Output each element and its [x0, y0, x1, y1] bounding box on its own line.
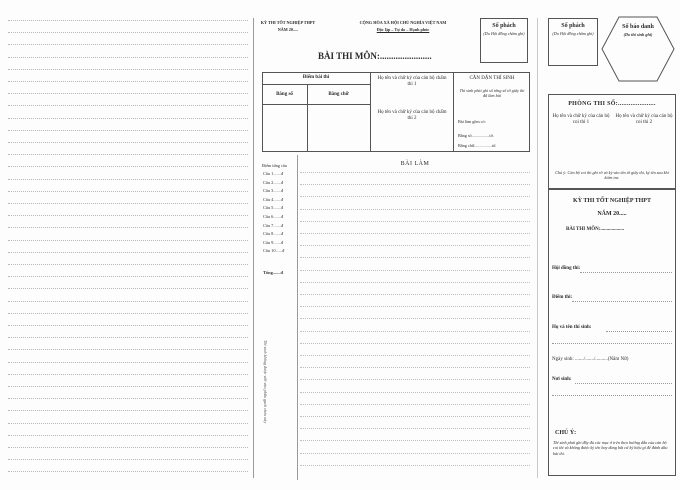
essay-line	[300, 270, 530, 271]
essay-line	[300, 318, 530, 319]
writing-line	[8, 118, 248, 119]
writing-line	[8, 471, 248, 472]
writing-line	[8, 20, 248, 21]
writing-line	[8, 264, 248, 265]
essay-line	[300, 453, 530, 454]
writing-line	[8, 179, 248, 180]
so-phach-box	[480, 18, 528, 63]
writing-line	[8, 130, 248, 131]
so-phach-note: (Do Hội đồng chấm ghi)	[483, 30, 525, 36]
essay-line	[300, 331, 530, 332]
essay-line	[300, 196, 530, 197]
question-score-item: Câu 7.......đ	[263, 222, 284, 228]
right-exam-title: KỲ THI TỐT NGHIỆP THPT	[573, 198, 651, 204]
grader1-label: Họ tên và chữ ký của cán bộ chấm thi 1	[377, 76, 447, 88]
question-score-item: Câu 8.......đ	[263, 231, 284, 237]
exam-room-note: Chú ý: Cán bộ coi thi ghi rõ và ký vào tên tờ giấy thi, ký tên sau khi kiểm tra.	[555, 170, 669, 181]
writing-line	[8, 301, 248, 302]
note-body: Thí sinh phải ghi đầy đủ các mục ở trên theo hướng dẫn của cán bộ coi thi và không được ký tên hay dùng bất cứ ký hiệu gì để đánh dấu bài thi.	[553, 440, 668, 456]
writing-line	[8, 227, 248, 228]
writing-line	[8, 325, 248, 326]
writing-line	[8, 44, 248, 45]
exam-year: NĂM 20.....	[277, 27, 299, 32]
question-score-item: Câu 1.......đ	[263, 171, 284, 176]
birthplace-field-2[interactable]	[552, 395, 672, 396]
site-field[interactable]	[572, 301, 672, 302]
writing-line	[8, 142, 248, 143]
essay-line	[300, 379, 530, 380]
total-score: Tổng.......đ	[263, 270, 283, 275]
writing-line	[8, 447, 248, 448]
exam-title: KỲ THI TỐT NGHIỆP THPT	[260, 20, 316, 25]
essay-line	[300, 209, 530, 210]
writing-line	[8, 166, 248, 167]
council-label: Hội đồng thi:	[552, 266, 581, 271]
score-col-words: Bằng chữ	[328, 92, 349, 97]
writing-line	[8, 386, 248, 387]
question-score-item: Câu 3.......đ	[263, 188, 284, 194]
sbd-label: Số báo danh	[622, 24, 654, 30]
essay-writing-lines	[300, 172, 530, 477]
essay-line	[300, 465, 530, 466]
note-title: CHÚ Ý:	[555, 430, 577, 436]
question-score-item: Câu 5.......đ	[263, 205, 284, 211]
score-per-question-header: Điểm từng câu	[262, 163, 287, 168]
essay-margin-line	[297, 155, 298, 480]
writing-line	[8, 276, 248, 277]
nation-title: CỘNG HÒA XÃ HỘI CHỦ NGHĨA VIỆT NAM	[359, 20, 447, 25]
writing-line	[8, 93, 248, 94]
birthplace-label: Nơi sinh:	[552, 377, 572, 382]
page-divider-right	[537, 18, 538, 478]
candidate-notice-line1: Thí sinh phải ghi số tờng số tờ giấy thi đã làm bài	[459, 88, 525, 99]
site-label: Điểm thi:	[552, 295, 573, 300]
candidate-name-field-2[interactable]	[552, 343, 672, 344]
writing-line	[8, 105, 248, 106]
right-exam-year: NĂM 20.....	[597, 211, 627, 217]
subject-title: BÀI THI MÔN:.......................	[318, 51, 432, 61]
writing-line	[8, 191, 248, 192]
right-so-phach-note: (Do Hội đồng chấm ghi)	[552, 30, 594, 36]
essay-line	[300, 294, 530, 295]
score-col-number: Bằng số	[276, 92, 293, 97]
essay-line	[300, 306, 530, 307]
right-so-phach-box	[548, 18, 598, 66]
essay-line	[300, 233, 530, 234]
writing-line	[8, 349, 248, 350]
right-subject: BÀI THI MÔN:...................	[566, 227, 625, 232]
writing-line	[8, 337, 248, 338]
question-score-item: Câu 9.......đ	[263, 239, 284, 245]
essay-line	[300, 428, 530, 429]
writing-line	[8, 32, 248, 33]
essay-line	[300, 172, 530, 173]
writing-line	[8, 81, 248, 82]
question-score-item: Câu 4.......đ	[263, 196, 284, 202]
birthplace-field[interactable]	[575, 383, 672, 384]
writing-line	[8, 362, 248, 363]
essay-line	[300, 343, 530, 344]
writing-line	[8, 215, 248, 216]
writing-line	[8, 423, 248, 424]
sbd-note: (Do thí sinh ghi)	[623, 32, 653, 37]
essay-line	[300, 221, 530, 222]
candidate-name-label: Họ và tên thí sinh:	[552, 325, 592, 330]
writing-line	[8, 374, 248, 375]
candidate-notice-line2: Bài làm gồm có:	[458, 119, 486, 124]
writing-line	[8, 69, 248, 70]
writing-line	[8, 410, 248, 411]
essay-line	[300, 245, 530, 246]
essay-line	[300, 184, 530, 185]
vertical-note: Thí sinh không được viết vào phần gạch chéo này	[263, 340, 268, 424]
candidate-notice-line3: Bằng số.................tờ.	[458, 133, 494, 138]
page-divider-left	[253, 18, 254, 478]
writing-line	[8, 154, 248, 155]
writing-line	[8, 435, 248, 436]
council-field[interactable]	[580, 272, 672, 273]
essay-title: BÀI LÀM	[400, 161, 430, 167]
writing-line	[8, 240, 248, 241]
candidate-notice-title: CĂN DẶN THÍ SINH	[469, 76, 515, 81]
writing-line	[8, 203, 248, 204]
essay-line	[300, 440, 530, 441]
writing-line	[8, 288, 248, 289]
question-score-item: Câu 2.......đ	[263, 179, 284, 185]
essay-line	[300, 367, 530, 368]
essay-line	[300, 392, 530, 393]
score-table-title: Điểm bài thi	[302, 75, 330, 80]
dob-label: Ngày sinh: ......./......./..........(Năm Nữ)	[552, 357, 629, 362]
left-writing-area	[8, 20, 248, 475]
essay-line	[300, 416, 530, 417]
so-phach-label: Số phách	[492, 23, 516, 29]
invigilator1-label: Họ tên và chữ ký của cán bộ coi thi 1	[552, 114, 610, 126]
invigilator2-label: Họ tên và chữ ký của cán bộ coi thi 2	[615, 114, 673, 126]
writing-line	[8, 252, 248, 253]
grader2-label: Họ tên và chữ ký của cán bộ chấm thi 2	[377, 110, 447, 122]
essay-line	[300, 404, 530, 405]
motto: Độc lập – Tự do – Hạnh phúc	[376, 27, 430, 32]
question-score-item: Câu 10......đ	[263, 248, 285, 254]
writing-line	[8, 57, 248, 58]
candidate-name-field[interactable]	[606, 331, 672, 332]
writing-line	[8, 459, 248, 460]
writing-line	[8, 313, 248, 314]
essay-line	[300, 282, 530, 283]
essay-line	[300, 355, 530, 356]
writing-line	[8, 398, 248, 399]
exam-room-label: PHÒNG THI SỐ:.....................	[568, 101, 656, 107]
question-score-item: Câu 6.......đ	[263, 214, 284, 219]
essay-line	[300, 257, 530, 258]
right-so-phach-label: Số phách	[561, 23, 585, 29]
candidate-notice-line4: Bằng chữ.................tờ.	[458, 143, 497, 148]
